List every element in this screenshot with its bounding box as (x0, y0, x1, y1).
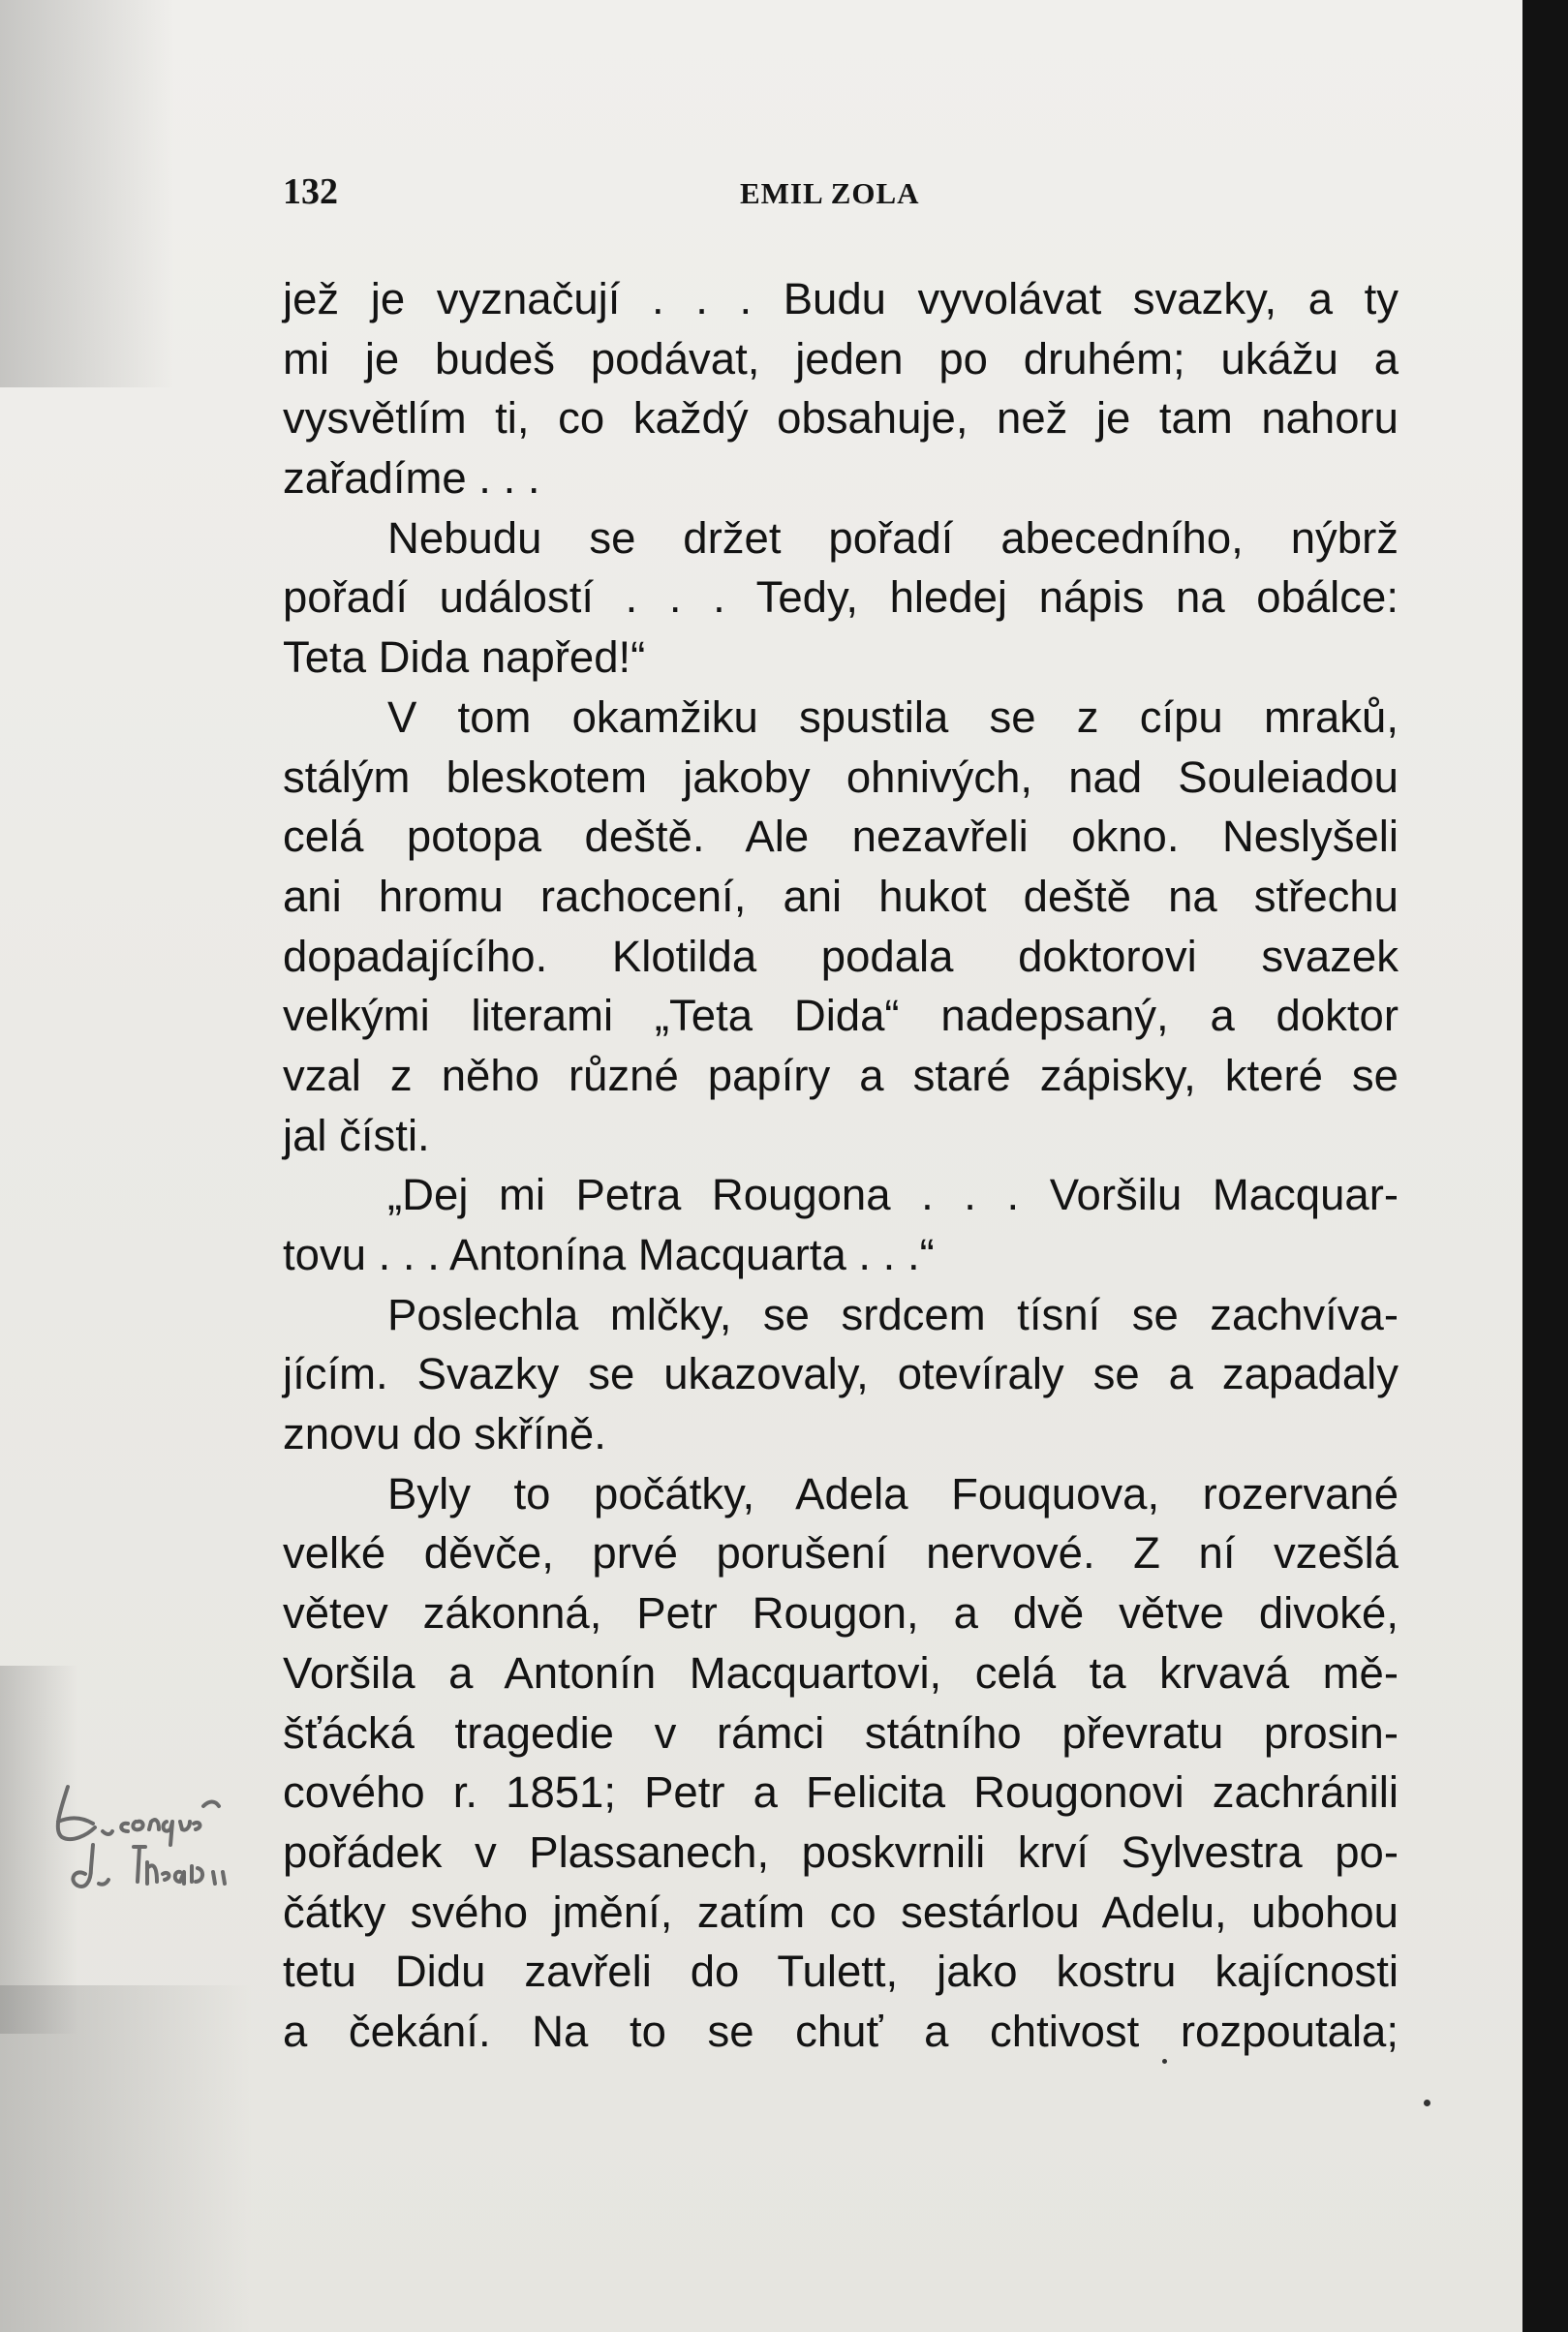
text-line: tovu . . . Antonína Macquarta . . .“ (283, 1230, 935, 1279)
handwritten-margin-note (39, 1767, 300, 1903)
text-line: Nebudu se držet pořadí abecedního, nýbrž (387, 512, 1399, 563)
text-line: dopadajícího. Klotilda podala doktorovi svazek (283, 931, 1399, 981)
text-line: ani hromu rachocení, ani hukot deště na střechu (283, 871, 1399, 921)
text-line: čátky svého jmění, zatím co sestárlou Adelu, ubohou (283, 1887, 1399, 1937)
page-number: 132 (283, 171, 338, 212)
text-line: tetu Didu zavřeli do Tulett, jako kostru kajícnosti (283, 1947, 1399, 1997)
text-line: Voršila a Antonín Macquartovi, celá ta krvavá mě- (283, 1647, 1399, 1698)
text-line: V tom okamžiku spustila se z cípu mraků, (387, 691, 1399, 742)
running-head: EMIL ZOLA (740, 176, 920, 210)
text-line: cového r. 1851; Petr a Felicita Rougonovi zachránili (283, 1767, 1399, 1818)
text-line: znovu do skříně. (283, 1409, 606, 1459)
text-line: větev zákonná, Petr Rougon, a dvě větve divoké, (283, 1588, 1399, 1639)
scan-shadow (0, 0, 174, 387)
text-line: jal čísti. (283, 1110, 430, 1160)
scan-shadow (0, 1985, 252, 2332)
text-line: mi je budeš podávat, jeden po druhém; ukážu a (283, 333, 1399, 384)
text-line: a čekání. Na to se chuť a chtivost rozpoutala; (283, 2006, 1399, 2056)
text-line: stálým bleskotem jakoby ohnivých, nad Souleiadou (283, 752, 1399, 802)
text-line: jícím. Svazky se ukazovaly, otevíraly se a zapadaly (283, 1349, 1399, 1399)
text-line: vysvětlím ti, co každý obsahuje, než je tam nahoru (283, 393, 1399, 444)
text-line: jež je vyznačují . . . Budu vyvolávat svazky, a ty (283, 274, 1399, 323)
text-line: Poslechla mlčky, se srdcem tísní se zachvíva- (387, 1289, 1399, 1339)
text-line: „Dej mi Petra Rougona . . . Voršilu Macquar- (387, 1170, 1399, 1220)
text-line: velké děvče, prvé porušení nervové. Z ní vzešlá (283, 1528, 1399, 1579)
text-line: Teta Dida napřed!“ (283, 632, 646, 683)
text-line: velkými literami „Teta Dida“ nadepsaný, a doktor (283, 991, 1399, 1041)
ink-speck (1424, 2100, 1430, 2106)
text-line: pořadí událostí . . . Tedy, hledej nápis na obálce: (283, 572, 1399, 623)
text-line: Byly to počátky, Adela Fouquova, rozervané (387, 1468, 1399, 1519)
ink-speck (1162, 2059, 1167, 2064)
text-line: zařadíme . . . (283, 453, 540, 504)
body-text (283, 269, 1399, 2062)
text-line: šťácká tragedie v rámci státního převratu prosin- (283, 1707, 1399, 1758)
text-line: celá potopa deště. Ale nezavřeli okno. Neslyšeli (283, 812, 1399, 862)
text-line: vzal z něho různé papíry a staré zápisky, které se (283, 1050, 1399, 1100)
page-header (283, 170, 1406, 229)
text-line: pořádek v Plassanech, poskvrnili krví Sylvestra po- (283, 1826, 1399, 1877)
